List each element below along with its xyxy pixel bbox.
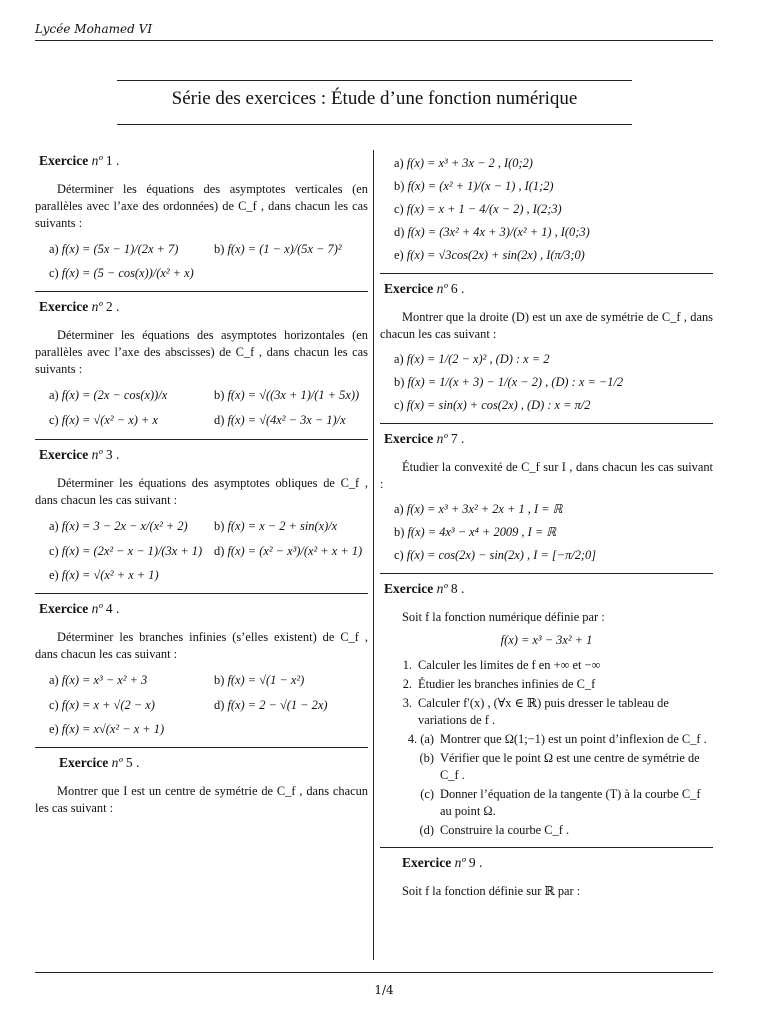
number-sign: nº [91, 299, 103, 314]
item [214, 697, 368, 714]
footer-rule [35, 972, 713, 973]
exercise-heading [39, 600, 368, 617]
item-expr: f(x) = √(4x² − 3x − 1)/x [227, 412, 346, 427]
item-expr: f(x) = (5 − cos(x))/(x² + x) [61, 265, 194, 280]
question-number: (d) [419, 823, 434, 837]
item [394, 522, 713, 542]
item-expr: f(x) = x√(x² − x + 1) [61, 721, 165, 736]
divider [380, 273, 713, 274]
item [394, 222, 713, 242]
number-sign: nº [111, 755, 123, 770]
item-label: b) [214, 672, 225, 687]
item [49, 518, 214, 535]
right-column [380, 150, 713, 906]
exercise-label: Exercice [384, 581, 434, 596]
item-expr: f(x) = (5x − 1)/(2x + 7) [61, 241, 179, 256]
item-expr: f(x) = x³ + 3x − 2 , I(0;2) [406, 155, 533, 170]
item [49, 412, 214, 429]
item-label: b) [394, 178, 405, 193]
item [394, 499, 713, 519]
item [49, 565, 368, 585]
exercise-heading [384, 280, 713, 297]
exercise-heading [39, 152, 368, 169]
item-expr: f(x) = √((3x + 1)/(1 + 5x)) [227, 387, 360, 402]
left-column [35, 150, 368, 823]
item [394, 395, 713, 415]
exercise-label: Exercice [39, 447, 89, 462]
question-list [390, 657, 713, 839]
item [49, 241, 214, 258]
item-expr: f(x) = √(x² + x + 1) [61, 567, 159, 582]
item-expr: f(x) = 3 − 2x − x/(x² + 2) [61, 518, 188, 533]
question-number: 4. (a) [407, 732, 434, 746]
item [214, 543, 368, 560]
function-formula: f(x) = x³ − 3x² + 1 [500, 633, 593, 647]
item [214, 387, 368, 404]
number-sign: nº [91, 153, 103, 168]
exercise-heading [384, 430, 713, 447]
exercise-intro: Étudier la convexité de C_f sur I , dans chacun les cas suivant : [380, 460, 713, 491]
item-label: c) [49, 543, 59, 558]
item-expr: f(x) = (1 − x)/(5x − 7)² [227, 241, 342, 256]
exercise-label: Exercice [59, 755, 109, 770]
item [49, 387, 214, 404]
exercise-3 [35, 446, 368, 594]
divider [380, 573, 713, 574]
number-sign: nº [91, 447, 103, 462]
item-label: c) [49, 412, 59, 427]
item [49, 672, 214, 689]
item-label: d) [214, 412, 225, 427]
item-label: d) [394, 224, 405, 239]
question-text: Construire la courbe C_f . [440, 823, 570, 837]
item-label: a) [394, 501, 404, 516]
question-item [390, 695, 713, 729]
item-label: b) [394, 374, 405, 389]
item [49, 697, 214, 714]
question-text: Donner l’équation de la tangente (T) à la courbe C_f au point Ω. [440, 787, 701, 818]
item-expr: f(x) = (x² − x³)/(x² + x + 1) [227, 543, 363, 558]
question-number: (c) [420, 787, 434, 801]
item-expr: f(x) = 2 − √(1 − 2x) [227, 697, 328, 712]
exercise-2 [35, 298, 368, 440]
title-rule-top [117, 80, 632, 81]
divider [35, 593, 368, 594]
exercise-5 [35, 754, 368, 817]
number-sign: nº [436, 281, 448, 296]
item-expr: f(x) = (x² + 1)/(x − 1) , I(1;2) [407, 178, 554, 193]
exercise-number: 9 . [468, 855, 483, 870]
exercise-label: Exercice [384, 431, 434, 446]
exercise-number: 1 . [105, 153, 120, 168]
item-label: a) [49, 241, 59, 256]
exercise-label: Exercice [384, 281, 434, 296]
item-expr: f(x) = x + 1 − 4/(x − 2) , I(2;3) [406, 201, 562, 216]
exercise-label: Exercice [39, 153, 89, 168]
divider [380, 847, 713, 848]
exercise-9 [380, 854, 713, 900]
question-number: (b) [419, 751, 434, 765]
page-title: Série des exercices : Étude d’une fonction numérique [171, 88, 578, 109]
item-expr: f(x) = 1/(2 − x)² , (D) : x = 2 [406, 351, 550, 366]
item-label: b) [214, 387, 225, 402]
item-label: c) [394, 201, 404, 216]
question-text: Vérifier que le point Ω est une centre de symétrie de C_f . [440, 751, 700, 782]
exercise-number: 2 . [105, 299, 120, 314]
question-text: Montrer que Ω(1;−1) est un point d’inflexion de C_f . [440, 732, 707, 746]
item [394, 372, 713, 392]
question-item [390, 786, 713, 820]
item-label: c) [394, 547, 404, 562]
exercise-7 [380, 430, 713, 574]
item-label: d) [214, 543, 225, 558]
exercise-intro: Montrer que I est un centre de symétrie de C_f , dans chacun les cas suivant : [35, 784, 368, 815]
item [394, 245, 713, 265]
exercise-number: 4 . [105, 601, 120, 616]
item-label: d) [214, 697, 225, 712]
item [49, 263, 368, 283]
item [214, 412, 368, 429]
exercise-label: Exercice [39, 299, 89, 314]
divider [35, 291, 368, 292]
header-rule [35, 40, 713, 41]
question-text: Calculer f′(x) , (∀x ∈ ℝ) puis dresser le tableau de variations de f . [418, 696, 669, 727]
column-separator [373, 150, 374, 960]
number-sign: nº [454, 855, 466, 870]
question-item [390, 731, 713, 748]
item-label: a) [49, 518, 59, 533]
question-number: 2. [402, 677, 412, 691]
question-item [390, 750, 713, 784]
item [214, 672, 368, 689]
exercise-heading [39, 446, 368, 463]
number-sign: nº [436, 431, 448, 446]
item-label: b) [214, 241, 225, 256]
exercise-label: Exercice [39, 601, 89, 616]
item [394, 199, 713, 219]
exercise-1 [35, 152, 368, 292]
item-expr: f(x) = 4x³ − x⁴ + 2009 , I = ℝ [407, 524, 557, 539]
item-expr: f(x) = sin(x) + cos(2x) , (D) : x = π/2 [406, 397, 591, 412]
exercise-intro: Déterminer les équations des asymptotes verticales (en parallèles avec l’axe des ordonnées) de C_f , dans chacun les cas suivants : [35, 182, 368, 230]
exercise-5-items [380, 153, 713, 274]
item-expr: f(x) = √3cos(2x) + sin(2x) , I(π/3;0) [406, 247, 585, 262]
item [214, 241, 368, 258]
exercise-intro: Soit f la fonction numérique définie par : [402, 610, 605, 624]
item [49, 719, 368, 739]
divider [35, 439, 368, 440]
exercise-heading [39, 298, 368, 315]
exercise-intro: Déterminer les équations des asymptotes obliques de C_f , dans chacun les cas suivant : [35, 476, 368, 507]
title-rule-bottom [117, 124, 632, 125]
item-label: c) [49, 265, 59, 280]
divider [380, 423, 713, 424]
exercise-4 [35, 600, 368, 748]
item [214, 518, 368, 535]
item-label: c) [394, 397, 404, 412]
exercise-number: 8 . [450, 581, 465, 596]
exercise-intro: Déterminer les branches infinies (s’elles existent) de C_f , dans chacun les cas suivant : [35, 630, 368, 661]
item-label: b) [214, 518, 225, 533]
question-item [390, 657, 713, 674]
item-label: a) [49, 387, 59, 402]
item [49, 543, 214, 560]
number-sign: nº [91, 601, 103, 616]
item-label: e) [394, 247, 404, 262]
exercise-6 [380, 280, 713, 424]
item-label: e) [49, 721, 59, 736]
exercise-number: 5 . [125, 755, 140, 770]
page-number: 1/4 [374, 983, 394, 997]
item-label: b) [394, 524, 405, 539]
item-expr: f(x) = 1/(x + 3) − 1/(x − 2) , (D) : x = −1/2 [407, 374, 624, 389]
item [394, 349, 713, 369]
item [394, 176, 713, 196]
divider [35, 747, 368, 748]
exercise-intro: Soit f la fonction définie sur ℝ par : [402, 884, 581, 898]
item-label: a) [394, 351, 404, 366]
question-text: Étudier les branches infinies de C_f [418, 677, 596, 691]
exercise-label: Exercice [402, 855, 452, 870]
item-expr: f(x) = x³ + 3x² + 2x + 1 , I = ℝ [406, 501, 563, 516]
item-expr: f(x) = x + √(2 − x) [61, 697, 155, 712]
item-expr: f(x) = (2x² − x − 1)/(3x + 1) [61, 543, 203, 558]
item-expr: f(x) = x − 2 + sin(x)/x [227, 518, 338, 533]
header-school: Lycée Mohamed VI [35, 22, 153, 36]
item-expr: f(x) = √(x² − x) + x [61, 412, 158, 427]
item-expr: f(x) = √(1 − x²) [227, 672, 305, 687]
item-label: a) [49, 672, 59, 687]
question-number: 3. [402, 696, 412, 710]
item-label: c) [49, 697, 59, 712]
exercise-intro: Déterminer les équations des asymptotes horizontales (en parallèles avec l’axe des abscisses) de C_f , dans chacun les cas suivants : [35, 328, 368, 376]
question-number: 1. [402, 658, 412, 672]
question-text: Calculer les limites de f en +∞ et −∞ [418, 658, 601, 672]
item-expr: f(x) = (2x − cos(x))/x [61, 387, 168, 402]
item [394, 153, 713, 173]
question-item [390, 676, 713, 693]
item-expr: f(x) = (3x² + 4x + 3)/(x² + 1) , I(0;3) [407, 224, 590, 239]
question-item [390, 822, 713, 839]
item [394, 545, 713, 565]
item-label: a) [394, 155, 404, 170]
number-sign: nº [436, 581, 448, 596]
exercise-intro: Montrer que la droite (D) est un axe de symétrie de C_f , dans chacun les cas suivant : [380, 310, 713, 341]
exercise-number: 7 . [450, 431, 465, 446]
item-expr: f(x) = x³ − x² + 3 [61, 672, 148, 687]
item-label: e) [49, 567, 59, 582]
exercise-heading [384, 580, 713, 597]
exercise-8 [380, 580, 713, 848]
exercise-number: 6 . [450, 281, 465, 296]
exercise-heading [402, 854, 713, 871]
exercise-heading [59, 754, 368, 771]
item-expr: f(x) = cos(2x) − sin(2x) , I = [−π/2;0] [406, 547, 597, 562]
exercise-number: 3 . [105, 447, 120, 462]
